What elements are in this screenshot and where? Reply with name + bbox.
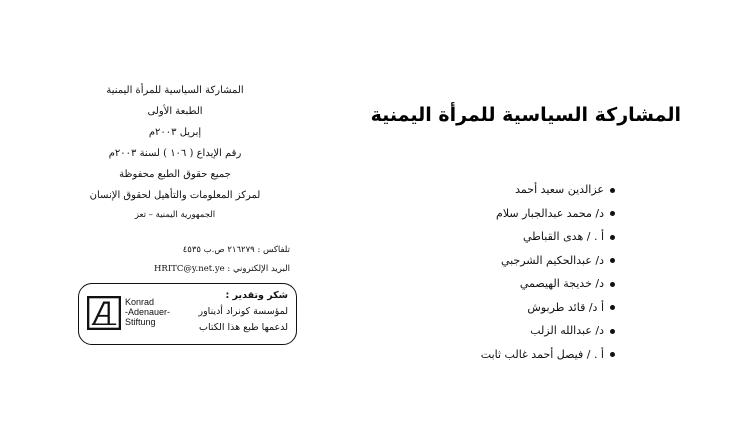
logo-wordmark <box>125 297 170 327</box>
colophon-rights: جميع حقوق الطبع محفوظة <box>119 169 231 180</box>
acknowledgement-text <box>173 288 288 336</box>
author-name: د/ عبدالحكيم الشرجبي <box>500 253 604 267</box>
author-name: أ . / هدى القباطي <box>523 230 604 243</box>
acknowledgement-box <box>78 283 297 345</box>
list-item <box>481 178 615 202</box>
author-name: د/ خديجة الهيصمي <box>519 277 604 290</box>
logo-line-3: Stiftung <box>125 317 156 327</box>
bullet-icon <box>610 282 615 287</box>
author-name: عزالدين سعيد أحمد <box>515 183 604 196</box>
colophon-deposit-number: رقم الإيداع ( ١٠٦ ) لسنة ٢٠٠٣م <box>108 148 242 159</box>
colophon-location: الجمهورية اليمنية – تعز <box>134 210 216 220</box>
colophon-publisher: لمركز المعلومات والتأهيل لحقوق الإنسان <box>89 190 261 201</box>
list-item <box>481 202 615 226</box>
bullet-icon <box>610 235 615 240</box>
logo-line-2: -Adenauer- <box>125 307 171 317</box>
author-name: أ د/ قائد طربوش <box>527 300 604 314</box>
list-item <box>481 296 615 320</box>
email-line <box>100 260 290 279</box>
list-item <box>481 249 615 273</box>
acknowledgement-title: شكر وتقدير : <box>225 290 288 301</box>
bullet-icon <box>610 329 615 334</box>
colophon-edition: الطبعة الأولى <box>147 106 203 117</box>
list-item <box>481 225 615 249</box>
bullet-icon <box>610 211 615 216</box>
colophon-date: إبريل ٢٠٠٣م <box>148 127 202 138</box>
bullet-icon <box>610 188 615 193</box>
author-name: د/ محمد عبدالجبار سلام <box>496 206 604 220</box>
bullet-icon <box>610 305 615 310</box>
list-item <box>481 343 615 367</box>
contact-info <box>100 241 290 279</box>
author-name: أ . / فيصل أحمد غالب ثابت <box>480 347 604 361</box>
author-list <box>481 178 615 366</box>
bullet-icon <box>610 352 615 357</box>
acknowledgement-line-2: لدعمها طبع هذا الكتاب <box>199 322 288 333</box>
colophon <box>60 80 290 225</box>
acknowledgement-line-1: لمؤسسة كونراد أديناور <box>198 306 288 317</box>
list-item <box>481 319 615 343</box>
email-address: HRITC@y.net.ye <box>154 264 225 274</box>
list-item <box>481 272 615 296</box>
kas-logo-icon <box>87 296 121 330</box>
author-name: د/ عبدالله الزلب <box>530 324 604 337</box>
logo-line-1: Konrad <box>125 297 155 307</box>
colophon-book-title: المشاركة السياسية للمرأة اليمنية <box>106 85 244 96</box>
email-label: البريد الإلكتروني : <box>227 264 290 274</box>
konrad-adenauer-logo <box>87 296 177 334</box>
book-title: المشاركة السياسية للمرأة اليمنية <box>370 104 681 126</box>
bullet-icon <box>610 258 615 263</box>
fax-line: تلفاكس : ٢١٦٢٧٩ ص.ب ٤٥٣٥ <box>182 245 290 255</box>
